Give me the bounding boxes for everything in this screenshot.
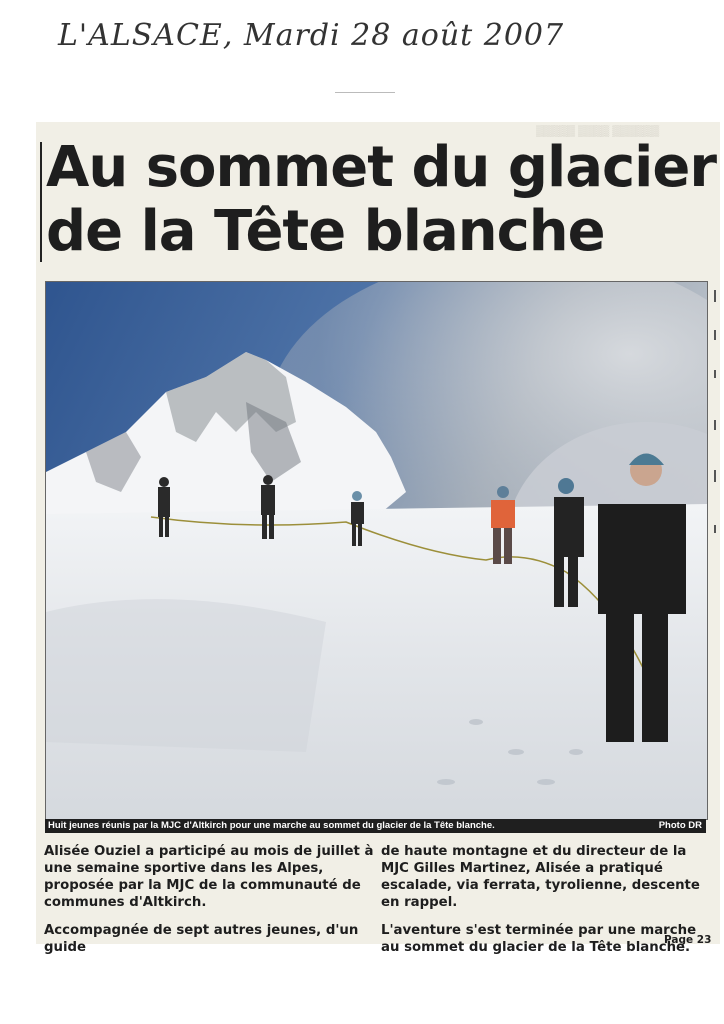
headline-rule (40, 142, 42, 262)
photo-credit: Photo DR (658, 820, 702, 831)
article-paragraph: Accompagnée de sept autres jeunes, d'un guide (44, 923, 359, 955)
article-column-2 (381, 843, 711, 967)
mountain-glacier-photo-icon (46, 282, 707, 819)
article-paragraph: de haute montagne et du directeur de la MJC Gilles Martinez, Alisée a pratiqué escalade, via ferrata, tyrolienne, descente en rappel. (381, 844, 700, 910)
glacier-photo (45, 281, 708, 820)
article-paragraph: Alisée Ouziel a participé au mois de juillet à une semaine sportive dans les Alpes, proposée par la MJC de la communauté de communes d'Altkirch. (44, 844, 374, 910)
bleed-through-text: ▒▒▒▒▒ ▒▒▒▒ ▒▒▒▒▒▒ (536, 125, 660, 137)
divider (335, 92, 395, 93)
handwritten-date-note: L'ALSACE, Mardi 28 août 2007 (58, 18, 565, 53)
article-column-1 (44, 843, 374, 967)
edge-marks-icon (710, 290, 720, 550)
photo-caption: Huit jeunes réunis par la MJC d'Altkirch pour une marche au sommet du glacier de la Tête blanche. (48, 820, 495, 831)
headline-line-1: Au sommet du glacier (46, 135, 716, 200)
edge-marks (710, 290, 720, 550)
article-paragraph: L'aventure s'est terminée par une marche au sommet du glacier de la Tête blanche. (381, 923, 697, 955)
photo-caption-bar (45, 819, 706, 833)
headline (46, 136, 716, 264)
page-number: Page 23 (664, 934, 712, 946)
headline-line-2: de la Tête blanche (46, 199, 605, 264)
